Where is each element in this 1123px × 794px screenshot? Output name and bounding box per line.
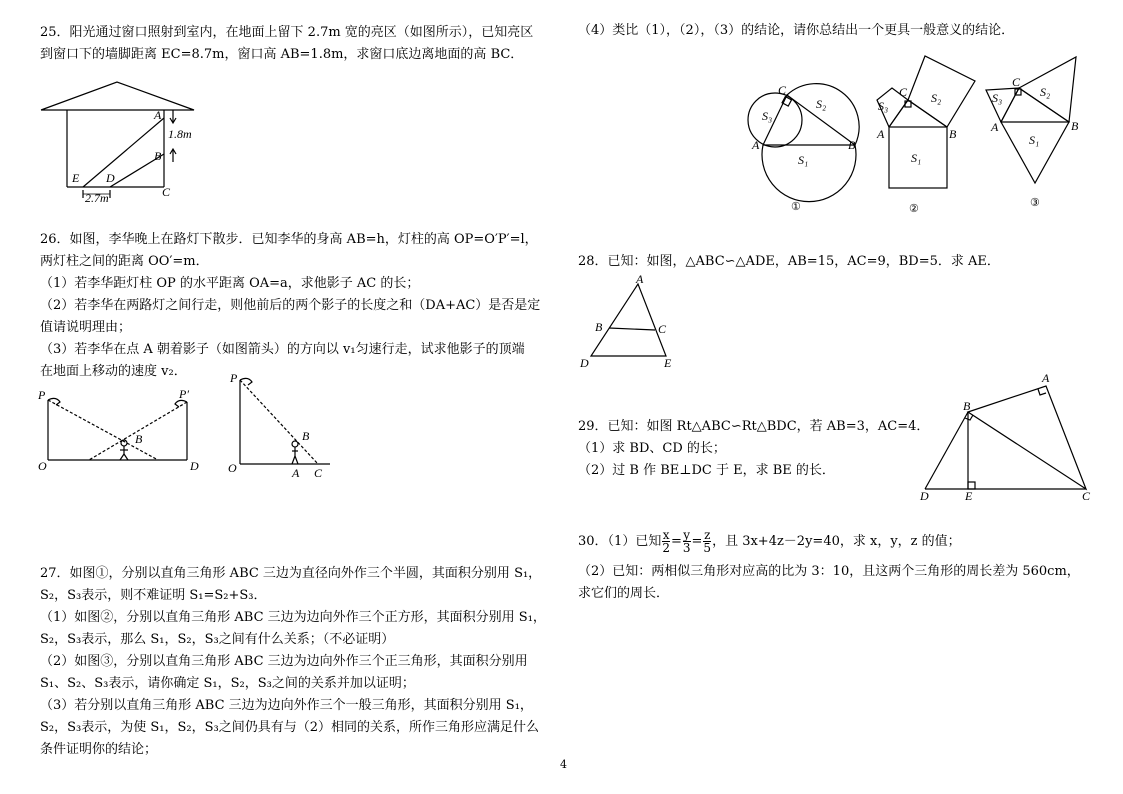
q27-f2-label: S₃ [878, 99, 889, 113]
q25-label: C [162, 185, 171, 199]
q27-f3-label: S₂ [1040, 85, 1051, 99]
q28-text [578, 251, 1000, 273]
q25-label: B [154, 149, 162, 163]
q29-label: C [1082, 489, 1091, 503]
q26-line: （3）若李华在点 A 朝着影子（如图箭头）的方向以 v₁匀速行走，试求他影子的顶端 [40, 342, 525, 357]
q27-line: （1）如图②，分别以直角三角形 ABC 三边为边向外作三个正方形，其面积分别用 S₁， [40, 610, 546, 625]
q25-line: 25．阳光通过窗口照射到室内，在地面上留下 2.7m 宽的亮区（如图所示），已知亮区 [40, 25, 534, 40]
q27-f1-label: S₂ [816, 97, 827, 111]
q30-part1 [578, 527, 1080, 557]
q27-f2-label: C [899, 85, 908, 99]
q27-f1-number: ① [791, 201, 801, 213]
q30-fraction-x: $\frac{x}{2}$ [662, 528, 670, 555]
q28-label: A [636, 272, 644, 286]
q26-line: 在地面上移动的速度 v₂． [40, 364, 187, 379]
q27-part4 [578, 20, 1014, 42]
q25-width-label: 2.7m [85, 191, 109, 205]
q25-line: 到窗口下的墙脚距离 EC=8.7m，窗口高 AB=1.8m，求窗口底边离地面的高 BC． [40, 47, 524, 62]
q26-f1-label: D [190, 459, 199, 473]
q29-label: A [1042, 371, 1050, 385]
q28-line: 28．已知：如图，△ABC∽△ADE，AB=15，AC=9，BD=5．求 AE． [578, 254, 1000, 269]
q25-label: D [106, 171, 115, 185]
q27-line: S₂，S₃表示，那么 S₁，S₂，S₃之间有什么关系；（不必证明） [40, 632, 395, 647]
q28-figure [578, 274, 678, 369]
q27-f2-label: S₂ [931, 91, 942, 105]
q30-eq: = [691, 534, 703, 549]
q30-line: 求它们的周长． [578, 586, 670, 601]
q30-text [578, 527, 1080, 605]
q27-line: S₁、S₂、S₃表示，请你确定 S₁，S₂，S₃之间的关系并加以证明； [40, 676, 415, 691]
q27-line: （3）若分别以直角三角形 ABC 三边为边向外作三个一般三角形，其面积分别用 S₁， [40, 698, 533, 713]
q29-label: D [920, 489, 929, 503]
q28-label: D [580, 356, 589, 370]
q27-line: 27．如图①，分别以直角三角形 ABC 三边为直径向外作三个半圆，其面积分别用 S₁， [40, 566, 542, 581]
q26-figure-1 [34, 388, 204, 478]
q27-part4-line: （4）类比（1），（2），（3）的结论，请你总结出一个更具一般意义的结论． [578, 23, 1015, 38]
q27-f3-label: C [1012, 75, 1021, 89]
q26-text [40, 229, 540, 383]
q26-f1-label: P [38, 388, 46, 402]
q26-f1-label: O [38, 459, 47, 473]
q28-label: E [664, 356, 672, 370]
q30-prefix: 30．（1）已知 [578, 534, 662, 549]
q30-line: （2）已知：两相似三角形对应高的比为 3：10，且这两个三角形的周长差为 560cm， [578, 564, 1080, 579]
q26-f2-label: A [292, 466, 300, 480]
q26-line: （1）若李华距灯柱 OP 的水平距离 OA=a，求他影子 AC 的长； [40, 276, 420, 291]
q26-line: （2）若李华在两路灯之间行走，则他前后的两个影子的长度之和（DA+AC）是否是定 [40, 298, 541, 313]
q27-f3-label: S₁ [1029, 133, 1040, 147]
q27-f1-label: S₁ [798, 153, 809, 167]
q27-f3-label: B [1071, 119, 1079, 133]
q27-line: （2）如图③，分别以直角三角形 ABC 三边为边向外作三个正三角形，其面积分别用 [40, 654, 528, 669]
q25-height-label: 1.8m [168, 127, 192, 141]
q26-f1-label: B [135, 432, 143, 446]
q26-f2-label: P [230, 371, 238, 385]
q29-line: （2）过 B 作 BE⊥DC 于 E，求 BE 的长． [578, 463, 835, 478]
q26-f2-label: O [228, 461, 237, 475]
q27-f3-label: A [991, 120, 999, 134]
q27-line: S₂，S₃表示，则不难证明 S₁=S₂+S₃． [40, 588, 267, 603]
q27-f1-label: A [752, 138, 760, 152]
q30-fraction-z: $\frac{z}{5}$ [703, 528, 712, 555]
q29-label: E [965, 489, 973, 503]
q25-label: A [154, 108, 162, 122]
q26-figure-2 [228, 371, 338, 480]
q26-line: 值请说明理由； [40, 320, 132, 335]
q27-f2-label: S₁ [911, 151, 922, 165]
q27-text [40, 563, 546, 761]
q27-figures [748, 50, 1098, 215]
q29-figure [918, 372, 1098, 502]
q28-label: B [595, 320, 603, 334]
q26-f2-label: C [314, 466, 323, 480]
q30-eq: = [670, 534, 682, 549]
q25-label: E [72, 171, 80, 185]
q26-line: 两灯柱之间的距离 OO′=m． [40, 254, 209, 269]
q27-f1-label: C [778, 83, 787, 97]
q29-label: B [963, 399, 971, 413]
q27-f1-label: S₃ [762, 109, 773, 123]
q29-line: 29．已知：如图 Rt△ABC∽Rt△BDC，若 AB=3，AC=4． [578, 419, 930, 434]
q25-text [40, 22, 533, 66]
q25-figure [38, 82, 208, 205]
q29-line: （1）求 BD、CD 的长； [578, 441, 726, 456]
q27-f3-label: S₃ [992, 91, 1003, 105]
q27-f2-label: B [949, 127, 957, 141]
q30-suffix: ，且 3x+4z－2y=40，求 x，y，z 的值； [712, 534, 961, 549]
q27-line: S₂，S₃表示，为使 S₁，S₂，S₃之间仍具有与（2）相同的关系，所作三角形应满足什么 [40, 720, 539, 735]
q27-f2-label: A [877, 127, 885, 141]
q26-line: 26．如图，李华晚上在路灯下散步．已知李华的身高 AB=h，灯柱的高 OP=O′P′=l， [40, 232, 538, 247]
q27-f1-label: B [848, 138, 856, 152]
q30-fraction-y: $\frac{y}{3}$ [682, 528, 691, 555]
q26-f1-label: P′ [179, 387, 189, 401]
q27-f2-number: ② [909, 203, 919, 215]
q27-f3-number: ③ [1030, 197, 1040, 209]
q27-line: 条件证明你的结论； [40, 742, 158, 757]
q26-f2-label: B [302, 429, 310, 443]
q28-label: C [658, 322, 667, 336]
q29-text [578, 416, 929, 482]
page-number: 4 [560, 758, 567, 771]
